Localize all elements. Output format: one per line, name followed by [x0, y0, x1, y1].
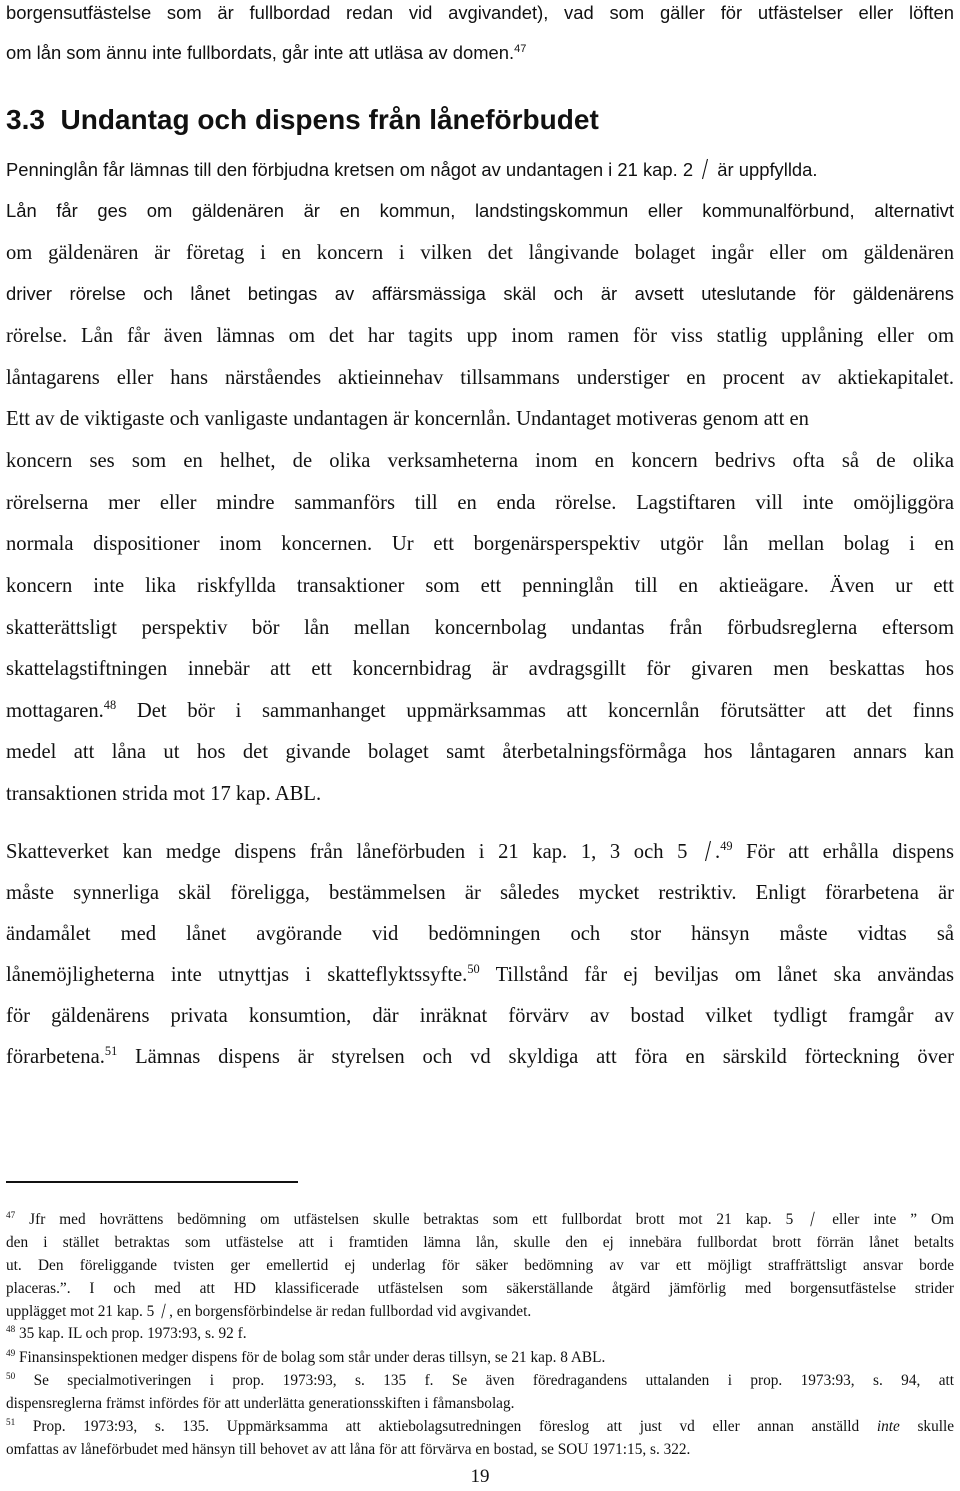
footnote-49: $^{49}$ Finansinspektionen medger dispens för de bolag som står under deras tillsyn, se 21 kap. 8 ABL. — [6, 1347, 606, 1366]
body-line: transaktionen strida mot 17 kap. ABL. — [6, 783, 322, 805]
footnote-number: 49 — [6, 1347, 16, 1358]
body-line: koncern ses som en helhet, de olika verksamheterna inom en koncern bedrivs ofta så de olika — [6, 450, 954, 472]
body-line: Penninglån får lämnas till den förbjudna kretsen om något av undantagen i 21 kap. 2 är uppfyllda. — [6, 159, 818, 180]
footnote-line: omfattas av låneförbudet med hänsyn till behovet av att låna för att förvärva en bostad, se SOU 1971:15, s. 322. — [6, 1441, 691, 1458]
footnote-line: dispensreglerna främst infördes för att underlätta generationsskiften i fåmansbolag. — [6, 1395, 515, 1412]
footnote-line: den i stället betraktas som utfästelse att i framtiden lämna lån, skulle den ej innebära fullbordat brott förrän lånet betalts — [6, 1234, 954, 1251]
footnote-ref[interactable]: 51 — [104, 1044, 118, 1059]
body-line: om gäldenären är företag i en koncern i vilken det långivande bolaget ingår eller om gäldenären — [6, 242, 954, 264]
body-line: medel att låna ut hos det givande bolaget samt återbetalningsförmåga hos låntagaren annars kan — [6, 741, 954, 763]
section-number: 3.3 — [6, 104, 45, 135]
body-line: Ett av de viktigaste och vanligaste undantagen är koncernlån. Undantaget motiveras genom att en — [6, 408, 809, 430]
body-line: Skatteverket kan medge dispens från låneförbuden i 21 kap. 1, 3 och 5 .$^{49}$ För att erhålla dispens — [6, 839, 954, 863]
footnote-ref[interactable]: 48 — [103, 698, 117, 713]
body-line: Lån får ges om gäldenären är en kommun, landstingskommun eller kommunalförbund, alternativt — [6, 200, 954, 221]
footnote-line: placeras.”. I och med att HD klassificerade utfästelsen som säkerställande åtgärd jämförlig med borgensutfästelse strider — [6, 1280, 954, 1297]
footnote-number: 48 — [6, 1323, 16, 1334]
body-line: ändamålet med lånet avgörande vid bedömningen och stor hänsyn måste vidtas så — [6, 923, 954, 945]
body-line: driver rörelse och lånet betingas av affärsmässiga skäl och är avsett uteslutande för gäldenärens — [6, 283, 954, 304]
footnote-number: 50 — [6, 1370, 16, 1381]
body-line: mottagaren.$^{48}$ Det bör i sammanhanget uppmärksammas att koncernlån förutsätter att det finns — [6, 698, 954, 722]
body-line: koncern inte lika riskfyllda transaktioner som ett penninglån till en aktieägare. Även ur ett — [6, 575, 954, 597]
section-sign-icon — [159, 1303, 168, 1319]
body-line: borgensutfästelse som är fullbordad redan vid avgivandet), vad som gäller för utfästelser eller löften — [6, 2, 954, 23]
body-line: måste synnerliga skäl föreligga, bestämmelsen är således mycket restriktiv. Enligt förarbetena är — [6, 882, 954, 904]
footnote-separator — [6, 1181, 298, 1183]
body-line: låntagarens eller hans närståendes aktieinnehav tillsammans understiger en procent av aktiekapitalet. — [6, 367, 954, 389]
footnote-ref[interactable]: 50 — [467, 962, 480, 977]
body-line: förarbetena.$^{51}$ Lämnas dispens är styrelsen och vd skyldiga att föra en särskild förteckning över — [6, 1044, 954, 1068]
section-sign-icon — [808, 1211, 817, 1227]
footnote-ref[interactable]: 47 — [514, 42, 527, 55]
section-sign-icon — [702, 840, 714, 862]
body-line: normala dispositioner inom koncernen. Ur ett borgenärsperspektiv utgör lån mellan bolag i en — [6, 533, 954, 555]
body-line: för gäldenärens privata konsumtion, där inräknat förvärv av bostad vilket tydligt framgår av — [6, 1005, 954, 1027]
body-line: skattelagstiftningen innebär att ett koncernbidrag är avdragsgillt för givaren men beskattas hos — [6, 658, 954, 680]
body-line: rörelse. Lån får även lämnas om det har tagits upp inom ramen för viss statlig upplåning eller om — [6, 325, 954, 347]
body-line: lånemöjligheterna inte utnyttjas i skatteflyktssyfte.$^{50}$ Tillstånd får ej beviljas om lånet ska användas — [6, 962, 954, 986]
page-number: 19 — [470, 1466, 490, 1487]
body-line: skatterättsligt perspektiv bör lån mellan koncernbolag undantas från förbudsreglerna eftersom — [6, 617, 954, 639]
footnote-number: 47 — [6, 1209, 16, 1220]
footnote-number: 51 — [6, 1416, 16, 1427]
footnote-47: $^{47}$ Jfr med hovrättens bedömning om utfästelsen skulle betraktas som ett fullbordat brott mot 21 kap. 5 eller inte ” Om — [6, 1209, 954, 1228]
section-sign-icon — [699, 158, 711, 180]
footnote-line: ut. Den föreliggande tvisten ger emellertid ej underlag för säker bedömning av var ett möjligt straffrättsligt ansvar borde — [6, 1257, 954, 1274]
body-line: om lån som ännu inte fullbordats, går inte att utläsa av domen.$^{47}$ — [6, 42, 527, 63]
footnote-ref[interactable]: 49 — [720, 839, 733, 854]
body-line: rörelserna mer eller mindre sammanförs till en enda rörelse. Lagstiftaren vill inte omöjliggöra — [6, 492, 954, 514]
footnote-48: $^{48}$ 35 kap. IL och prop. 1973:93, s. 92 f. — [6, 1323, 247, 1342]
footnote-line: upplägget mot 21 kap. 5 , en borgensförbindelse är redan fullbordad vid avgivandet. — [6, 1303, 532, 1320]
section-title: Undantag och dispens från låneförbudet — [60, 104, 599, 135]
footnote-51: $^{51}$ Prop. 1973:93, s. 135. Uppmärksamma att aktiebolagsutredningen föreslog att just vd eller annan anställd inte skulle — [6, 1416, 955, 1435]
section-heading — [6, 104, 599, 136]
footnote-50: $^{50}$ Se specialmotiveringen i prop. 1973:93, s. 135 f. Se även föredragandens uttalanden i prop. 1973:93, s. 94, att — [6, 1370, 955, 1389]
